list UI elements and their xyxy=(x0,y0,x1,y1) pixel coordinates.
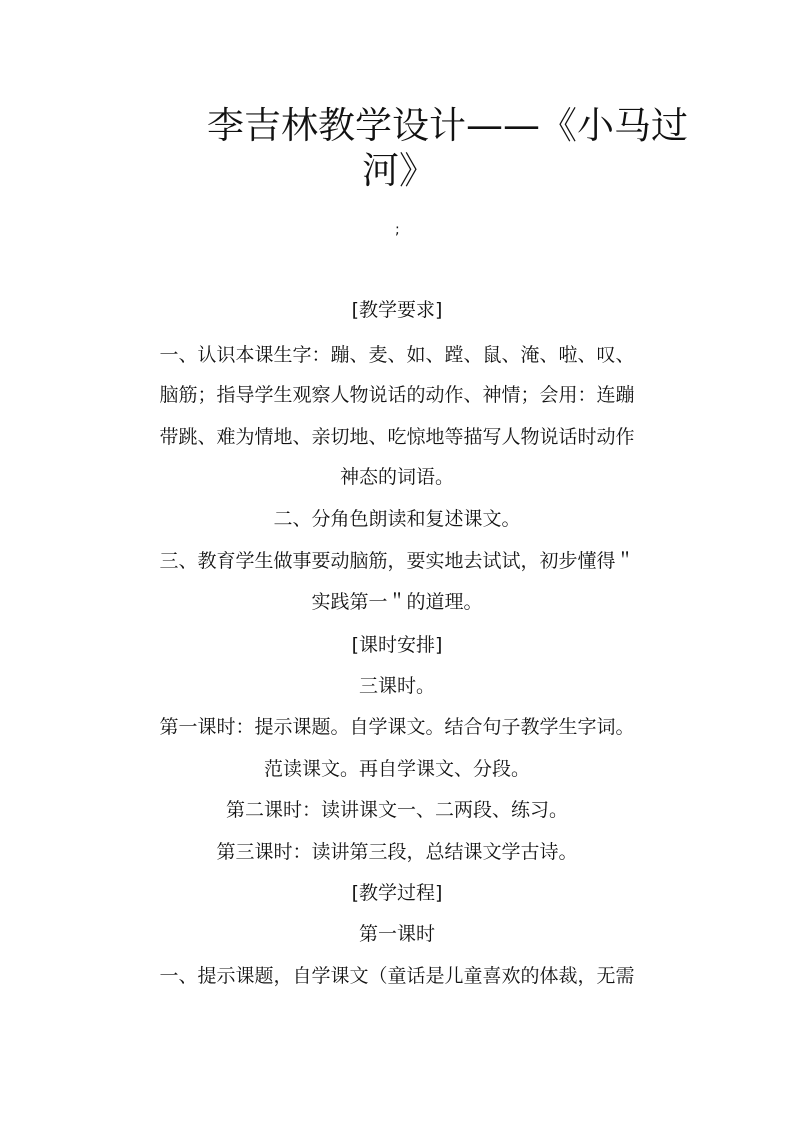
schedule-lesson-2: 第二课时：读讲课文一、二两段、练习。 xyxy=(225,799,568,821)
requirement-3-line-1: 三、教育学生做事要动脑筋，要实地去试试，初步懂得＂ xyxy=(159,550,635,572)
requirement-1-line-1: 一、认识本课生字：蹦、麦、如、蹚、鼠、淹、啦、叹、 xyxy=(159,344,635,366)
document-title-line-1: 李吉林教学设计——《小马过 xyxy=(207,104,688,147)
heading-requirements: [教学要求] xyxy=(351,299,443,321)
requirement-1-line-4: 神态的词语。 xyxy=(339,466,454,488)
document-title-line-2: 河》 xyxy=(362,149,436,192)
requirement-1-line-3: 带跳、难为情地、亲切地、吃惊地等描写人物说话时动作 xyxy=(159,426,635,448)
requirement-1-line-2: 脑筋；指导学生观察人物说话的动作、神情；会用：连蹦 xyxy=(159,384,635,406)
heading-schedule: [课时安排] xyxy=(351,634,443,656)
schedule-lesson-1-line-1: 第一课时：提示课题。自学课文。结合句子教学生字词。 xyxy=(159,716,635,738)
heading-process: [教学过程] xyxy=(351,882,443,904)
schedule-lesson-3: 第三课时：读讲第三段，总结课文学古诗。 xyxy=(216,841,578,863)
requirement-2: 二、分角色朗读和复述课文。 xyxy=(273,508,521,530)
schedule-total: 三课时。 xyxy=(358,675,435,697)
separator-mark: ; xyxy=(395,222,400,238)
schedule-lesson-1-line-2: 范读课文。再自学课文、分段。 xyxy=(263,758,530,780)
requirement-3-line-2: 实践第一＂的道理。 xyxy=(311,591,483,613)
lesson-1-heading: 第一课时 xyxy=(358,923,435,945)
process-1-line-1: 一、提示课题，自学课文（童话是儿童喜欢的体裁，无需 xyxy=(159,965,635,987)
